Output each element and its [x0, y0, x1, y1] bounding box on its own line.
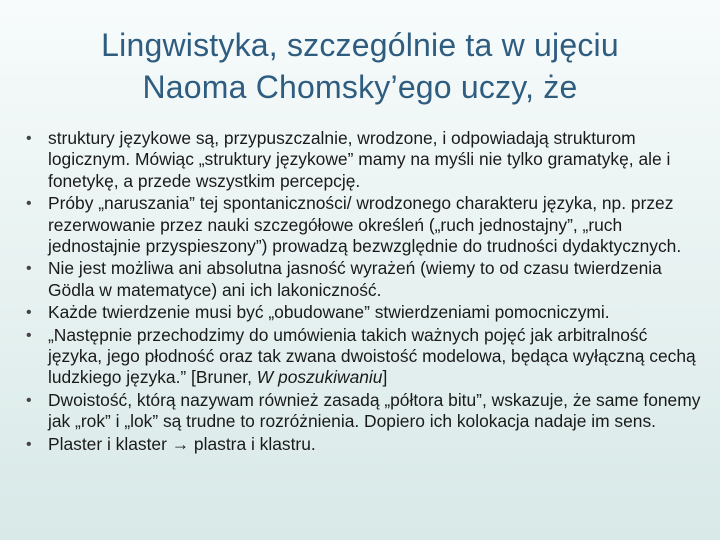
bullet-text: struktury językowe są, przypuszczalnie, wrodzone, i odpowiadają strukturom logicznym. Mówiąc „struktury językowe” mamy na myśli nie tylko gramatykę, ale i fonetykę, a przede wszystkim percepcję. — [48, 128, 671, 191]
bullet-item-5 — [22, 325, 702, 389]
bullet-text: Każde twierdzenie musi być „obudowane” stwierdzeniami pomocniczymi. — [48, 302, 610, 323]
bullet-citation-close: ] — [382, 367, 388, 388]
bullet-citation-title: W poszukiwaniu — [256, 367, 383, 388]
bullet-item-1 — [22, 128, 702, 192]
bullet-marker: • — [26, 391, 32, 409]
bullet-text: Próby „naruszania” tej spontaniczności/ wrodzonego charakteru języka, np. przez rezerwowanie przez nauki szczegółowe określeń („ruch jednostajny”, „ruch jednostajnie przyspieszony”) prowadzą bezwzględnie do trudności dydaktycznych. — [48, 193, 682, 257]
bullet-marker: • — [26, 195, 32, 213]
bullet-text: Nie jest możliwa ani absolutna jasność wyrażeń (wiemy to od czasu twierdzenia Gödla w matematyce) ani ich lakoniczność. — [48, 258, 662, 300]
bullet-list — [22, 128, 702, 456]
bullet-text: „Następnie przechodzimy do umówienia takich ważnych pojęć jak arbitralność języka, jego płodność oraz tak zwana dwoistość modelowa, będąca wyłączną cechą ludzkiego języka.” [Bruner, — [48, 324, 696, 388]
bullet-item-4 — [22, 302, 702, 323]
bullet-text: Dwoistość, którą nazywam również zasadą „półtora bitu”, wskazuje, że same fonemy jak „rok” i „lok” są trudne to rozróżnienia. Dopiero ich kolokacja nadaje im sens. — [48, 389, 701, 432]
bullet-item-2 — [22, 193, 702, 257]
title-line-2: Naoma Chomsky’ego uczy, że — [142, 69, 578, 105]
bullet-marker: • — [26, 130, 32, 147]
title-line-1: Lingwistyka, szczególnie ta w ujęciu — [101, 27, 619, 63]
bullet-marker: • — [26, 260, 32, 278]
bullet-marker: • — [26, 304, 32, 322]
bullet-item-6 — [22, 390, 702, 433]
slide-title — [40, 24, 680, 108]
bullet-marker: • — [26, 435, 32, 453]
bullet-item-3 — [22, 258, 702, 301]
bullet-item-7 — [22, 434, 702, 455]
bullet-marker: • — [26, 326, 32, 344]
bullet-text: Plaster i klaster → plastra i klastru. — [48, 433, 316, 454]
